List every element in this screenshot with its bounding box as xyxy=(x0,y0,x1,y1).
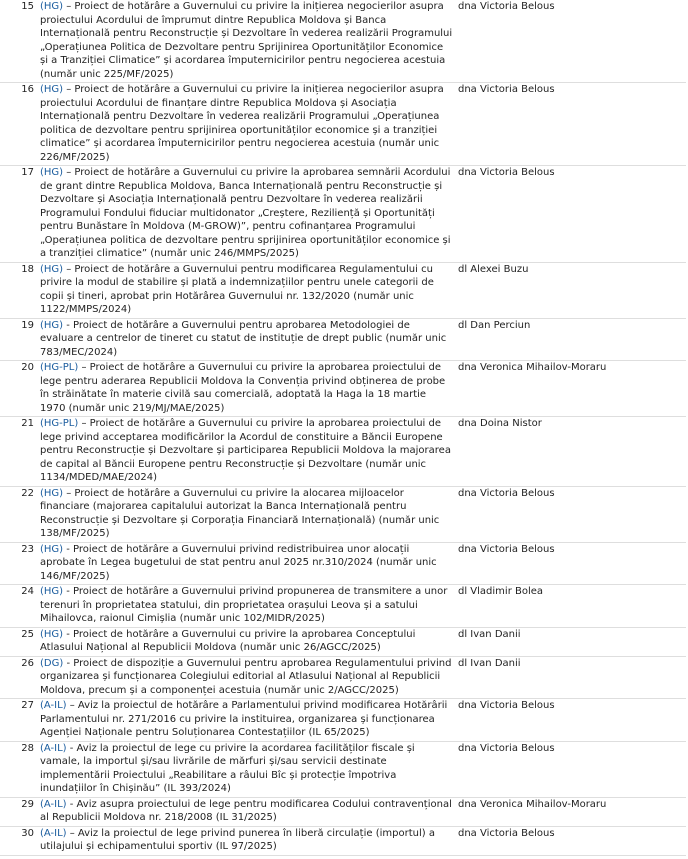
item-text: – Proiect de hotărâre a Guvernului cu privire la alocarea mijloacelor financiare (majorarea capitalului autorizat la Banca Internațională pentru Reconstrucție și Dezvoltare și Corporația Financiară Internațională) (număr unic 138/MF/2025) xyxy=(40,487,440,539)
item-responsible: dl Vladimir Bolea xyxy=(456,585,686,628)
item-text: - Aviz asupra proiectului de lege pentru modificarea Codului contravențional al Republicii Moldova nr. 218/2008 (IL 31/2025) xyxy=(40,798,452,823)
item-description xyxy=(40,627,456,656)
item-responsible: dl Ivan Danii xyxy=(456,627,686,656)
item-type-code: (HG) xyxy=(40,628,64,640)
item-type-code: (HG-PL) xyxy=(40,418,79,429)
item-responsible: dna Victoria Belous xyxy=(456,166,686,263)
agenda-row xyxy=(0,83,686,166)
item-number: 15 xyxy=(0,0,40,83)
item-responsible: dna Victoria Belous xyxy=(456,741,686,797)
agenda-row xyxy=(0,656,686,699)
item-text: - Proiect de hotărâre a Guvernului pentru aprobarea Metodologiei de evaluare a centrelor de tineret cu statut de instituție de drept public (număr unic 783/MEC/2024) xyxy=(40,319,447,358)
item-type-code: (HG) xyxy=(40,319,64,331)
item-responsible: dna Veronica Mihailov-Moraru xyxy=(456,797,686,826)
item-number: 19 xyxy=(0,318,40,361)
item-type-code: (HG-PL) xyxy=(40,362,79,373)
item-description xyxy=(40,0,456,83)
item-number: 17 xyxy=(0,166,40,263)
agenda-row xyxy=(0,797,686,826)
item-text: – Aviz la proiectul de lege privind punerea în liberă circulație (importul) a utilajului și echipamentului sportiv (IL 97/2025) xyxy=(40,827,435,852)
item-description xyxy=(40,361,456,417)
agenda-row xyxy=(0,585,686,628)
item-type-code: (HG) xyxy=(40,487,64,499)
item-description xyxy=(40,83,456,166)
agenda-row xyxy=(0,318,686,361)
item-text: – Proiect de hotărâre a Guvernului cu privire la aprobarea proiectului de lege pentru aderarea Republicii Moldova la Convenția privind obținerea de probe în străinătate în materie civilă sau comercială, adoptată la Haga la 18 martie 1970 (număr unic 219/MJ/MAE/2025) xyxy=(40,362,446,414)
item-description xyxy=(40,262,456,318)
item-text: - Proiect de hotărâre a Guvernului privind propunerea de transmitere a unor terenuri în proprietatea statului, din proprietatea orașului Leova și a satului Mihailovca, raionul Cimișlia (număr unic 102/MIDR/2025) xyxy=(40,586,448,624)
item-responsible: dna Victoria Belous xyxy=(456,699,686,742)
item-description xyxy=(40,585,456,628)
item-description xyxy=(40,741,456,797)
item-text: – Proiect de hotărâre a Guvernului cu privire la aprobarea proiectului de lege privind acceptarea modificărilor la Acordul de constituire a Băncii Europene pentru Reconstrucție și Dezvoltare și participarea Republicii Moldova la majorarea de capital al Băncii Europene pentru Reconstrucție și Dezvoltare (număr unic 1134/MDED/MAE/2024) xyxy=(40,418,451,483)
item-text: – Proiect de hotărâre a Guvernului pentru modificarea Regulamentului cu privire la modul de stabilire și plată a indemnizațiilor pentru unele categorii de copii și tineri, aprobat prin Hotărârea Guvernului nr. 132/2020 (număr unic 1122/MMPS/2024) xyxy=(40,263,434,315)
item-description xyxy=(40,417,456,487)
item-number: 28 xyxy=(0,741,40,797)
agenda-row xyxy=(0,486,686,542)
item-text: – Aviz la proiectul de hotărâre a Parlamentului privind modificarea Hotărârii Parlamentului nr. 271/2016 cu privire la instituirea, organizarea și funcționarea Agenției Naționale pentru Soluționarea Contestațiilor (IL 65/2025) xyxy=(40,700,448,738)
item-responsible: dna Victoria Belous xyxy=(456,0,686,83)
item-text: – Proiect de hotărâre a Guvernului cu privire la inițierea negocierilor asupra proiectului Acordului de împrumut dintre Republica Moldova și Banca Internațională pentru Reconstrucție și Dezvoltare în vederea realizării Programului „Operațiunea Politica de Dezvoltare pentru Sprijinirea Oportunităților Economice și a Tranziției Climatice” și acordarea împuternicirilor pentru negocierea acestuia (număr unic 225/MF/2025) xyxy=(40,1,453,80)
item-number: 22 xyxy=(0,486,40,542)
item-text: - Aviz la proiectul de lege cu privire la acordarea facilităților fiscale și vamale, la importul și/sau livrările de mărfuri și/sau servicii destinate implementării Proiectului „Reabilitare a râului Bîc și protecție împotriva inundațiilor în Chișinău” (IL 393/2024) xyxy=(40,742,415,794)
agenda-row xyxy=(0,542,686,585)
agenda-row xyxy=(0,699,686,742)
item-type-code: (A-IL) xyxy=(40,700,67,711)
item-number: 18 xyxy=(0,262,40,318)
item-number: 16 xyxy=(0,83,40,166)
item-text: - Proiect de hotărâre a Guvernului cu privire la aprobarea Conceptului Atlasului Național al Republicii Moldova (număr unic 26/AGCC/2025) xyxy=(40,628,416,653)
item-description xyxy=(40,318,456,361)
item-type-code: (A-IL) xyxy=(40,827,67,839)
item-number: 21 xyxy=(0,417,40,487)
item-responsible: dl Dan Perciun xyxy=(456,318,686,361)
item-type-code: (HG) xyxy=(40,543,64,555)
item-description xyxy=(40,699,456,742)
item-type-code: (DG) xyxy=(40,657,64,669)
item-responsible: dna Victoria Belous xyxy=(456,486,686,542)
agenda-row xyxy=(0,741,686,797)
agenda-row xyxy=(0,262,686,318)
item-number: 30 xyxy=(0,826,40,855)
item-type-code: (A-IL) xyxy=(40,798,67,810)
item-text: - Proiect de dispoziție a Guvernului pentru aprobarea Regulamentului privind organizarea și funcționarea Colegiului editorial al Atlasului Național al Republicii Moldova, precum și a componenței acestuia (număr unic 2/AGCC/2025) xyxy=(40,657,452,696)
item-number: 24 xyxy=(0,585,40,628)
agenda-row xyxy=(0,0,686,83)
item-type-code: (A-IL) xyxy=(40,742,67,754)
item-description xyxy=(40,797,456,826)
agenda-row xyxy=(0,417,686,487)
item-type-code: (HG) xyxy=(40,586,64,597)
item-type-code: (HG) xyxy=(40,84,64,95)
agenda-row xyxy=(0,627,686,656)
item-type-code: (HG) xyxy=(40,167,64,178)
item-responsible: dl Alexei Buzu xyxy=(456,262,686,318)
item-description xyxy=(40,656,456,699)
item-text: – Proiect de hotărâre a Guvernului cu privire la inițierea negocierilor asupra proiectului Acordului de finanțare dintre Republica Moldova și Asociația Internațională pentru Dezvoltare în vederea realizării Programului „Operațiunea politica de dezvoltare pentru sprijinirea oportunităților economice și a tranziției climatice” și acordarea împuternicirilor pentru negocierea acestuia (număr unic 226/MF/2025) xyxy=(40,84,444,163)
item-responsible: dna Victoria Belous xyxy=(456,542,686,585)
item-text: – Proiect de hotărâre a Guvernului cu privire la aprobarea semnării Acordului de grant dintre Republica Moldova, Banca Internațională pentru Reconstrucție și Dezvoltare și Asociația Internațională pentru Dezvoltare în vederea realizării Programului Fondului fiduciar multidonator „Creștere, Reziliență și Oportunități pentru Bunăstare în Moldova (M-GROW)”, pentru cofinanțarea Programului „Operațiunea politica de dezvoltare pentru sprijinirea oportunităților economice și a tranziției climatice” (număr unic 246/MMPS/2025) xyxy=(40,167,451,259)
item-type-code: (HG) xyxy=(40,263,64,275)
agenda-row xyxy=(0,361,686,417)
item-responsible: dna Victoria Belous xyxy=(456,826,686,855)
item-number: 23 xyxy=(0,542,40,585)
item-description xyxy=(40,486,456,542)
item-type-code: (HG) xyxy=(40,1,64,12)
item-description xyxy=(40,542,456,585)
item-number: 29 xyxy=(0,797,40,826)
item-text: - Proiect de hotărâre a Guvernului privind redistribuirea unor alocații aprobate în Legea bugetului de stat pentru anul 2025 nr.310/2024 (număr unic 146/MF/2025) xyxy=(40,543,437,582)
item-number: 26 xyxy=(0,656,40,699)
item-number: 20 xyxy=(0,361,40,417)
item-responsible: dna Veronica Mihailov-Moraru xyxy=(456,361,686,417)
item-description xyxy=(40,166,456,263)
item-responsible: dl Ivan Danii xyxy=(456,656,686,699)
item-number: 25 xyxy=(0,627,40,656)
item-number: 27 xyxy=(0,699,40,742)
agenda-row xyxy=(0,166,686,263)
item-responsible: dna Doina Nistor xyxy=(456,417,686,487)
agenda-row xyxy=(0,826,686,855)
item-description xyxy=(40,826,456,855)
item-responsible: dna Victoria Belous xyxy=(456,83,686,166)
